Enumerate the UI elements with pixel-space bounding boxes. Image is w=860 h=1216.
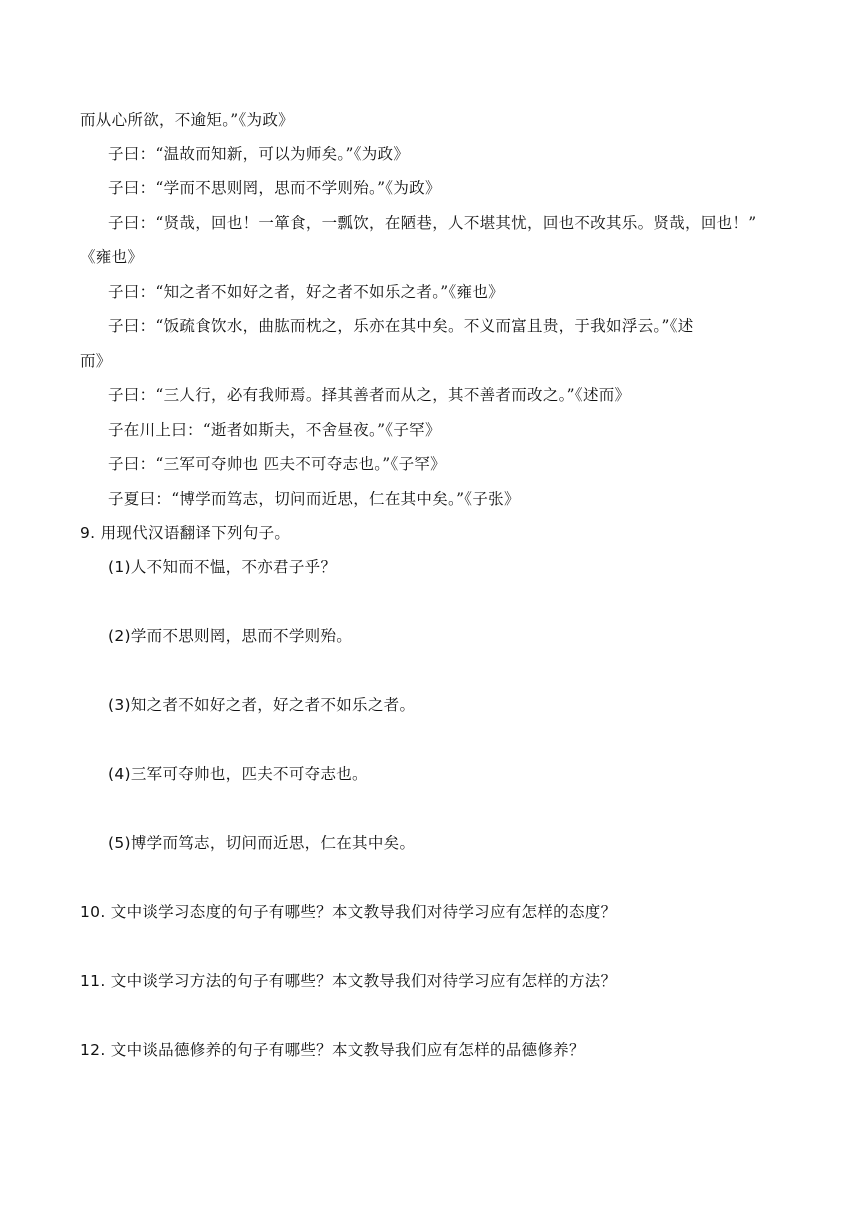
quote-line: 子曰：“三军可夺帅也 匹夫不可夺志也。”《子罕》 xyxy=(108,455,446,473)
question-9-item: (2)学而不思则罔，思而不学则殆。 xyxy=(108,627,353,645)
quote-line: 而》 xyxy=(80,352,112,370)
question-10: 10. 文中谈学习态度的句子有哪些？本文教导我们对待学习应有怎样的态度？ xyxy=(80,903,617,921)
quote-line: 子曰：“饭疏食饮水，曲肱而枕之，乐亦在其中矣。不义而富且贵，于我如浮云。”《述 xyxy=(108,317,694,335)
question-9-item: (5)博学而笃志，切问而近思，仁在其中矣。 xyxy=(108,834,416,852)
quote-line: 子曰：“学而不思则罔，思而不学则殆。”《为政》 xyxy=(108,179,441,197)
quote-line: 子夏曰：“博学而笃志，切问而近思，仁在其中矣。”《子张》 xyxy=(108,490,520,508)
question-9-item: (4)三军可夺帅也，匹夫不可夺志也。 xyxy=(108,765,368,783)
question-11: 11. 文中谈学习方法的句子有哪些？本文教导我们对待学习应有怎样的方法？ xyxy=(80,972,617,990)
quote-line: 子在川上曰：“逝者如斯夫，不舍昼夜。”《子罕》 xyxy=(108,421,441,439)
quote-line: 而从心所欲，不逾矩。”《为政》 xyxy=(80,111,294,129)
question-9-title: 9. 用现代汉语翻译下列句子。 xyxy=(80,524,291,542)
quote-line: 子曰：“三人行，必有我师焉。择其善者而从之，其不善者而改之。”《述而》 xyxy=(108,386,631,404)
quote-line: 子曰：“温故而知新，可以为师矣。”《为政》 xyxy=(108,145,410,163)
quote-line: 子曰：“知之者不如好之者，好之者不如乐之者。”《雍也》 xyxy=(108,283,504,301)
question-9-item: (3)知之者不如好之者，好之者不如乐之者。 xyxy=(108,696,416,714)
quote-line: 《雍也》 xyxy=(80,248,144,266)
question-9-item: (1)人不知而不愠，不亦君子乎？ xyxy=(108,558,337,576)
question-12: 12. 文中谈品德修养的句子有哪些？本文教导我们应有怎样的品德修养？ xyxy=(80,1041,585,1059)
quote-line: 子曰：“贤哉，回也！一箪食，一瓢饮，在陋巷，人不堪其忧，回也不改其乐。贤哉，回也！” xyxy=(108,214,757,232)
